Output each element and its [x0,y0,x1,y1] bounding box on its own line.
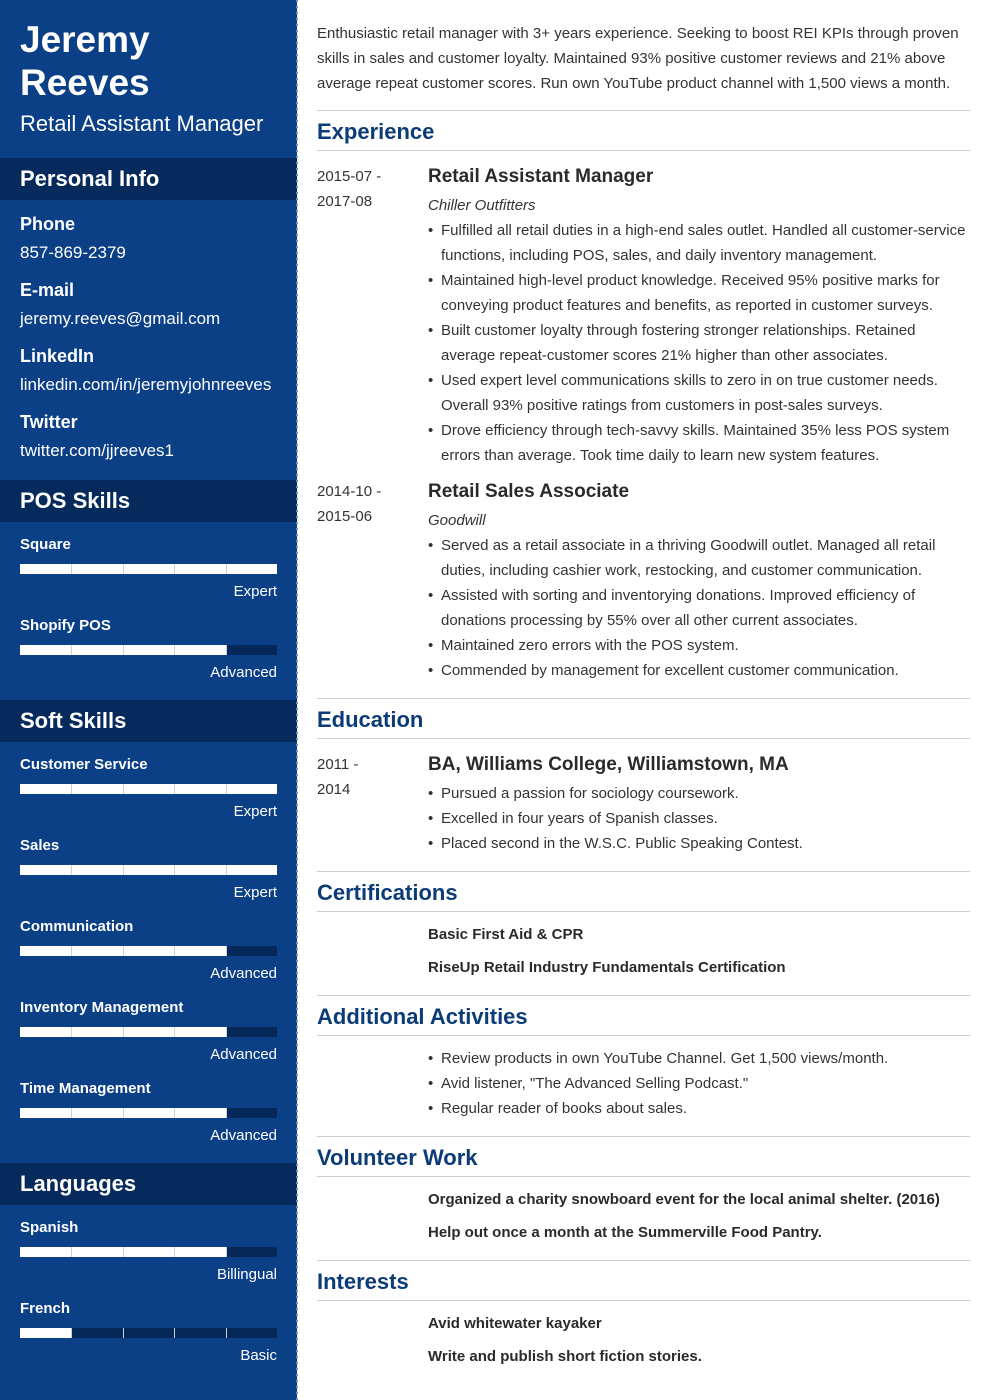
skill-bar [20,946,277,956]
twitter-value[interactable]: twitter.com/jjreeves1 [20,441,174,460]
company-name: Goodwill [428,512,486,529]
education-heading: Education [317,707,424,732]
bar-segment-divider [226,1108,227,1118]
language-level: Billingual [216,1266,277,1283]
bar-segment-divider [71,645,72,655]
phone-value[interactable]: 857-869-2379 [20,243,126,262]
soft-skills-heading: Soft Skills [0,700,297,742]
skill-name: Customer Service [20,756,148,773]
experience-heading: Experience [317,119,435,144]
bar-segment-divider [123,1328,124,1338]
job-title: Retail Sales Associate [428,481,630,502]
last-name: Reeves [20,62,150,103]
skill-bar-fill [20,865,277,875]
job-date-start: 2015-07 - [317,168,382,185]
interests-heading: Interests [317,1269,409,1294]
divider [317,871,970,872]
divider [317,911,970,912]
bar-segment-divider [226,564,227,574]
divider [317,150,970,151]
twitter-label: Twitter [20,412,78,432]
skill-level: Advanced [210,1046,277,1063]
bar-segment-divider [226,865,227,875]
list-item: • Maintained high-level product knowledge. Received 95% positive marks for conveying product features and benefits, as reported in customer surveys. [428,268,970,318]
skill-level: Expert [233,803,277,820]
skill-level: Advanced [210,965,277,982]
bar-segment-divider [71,946,72,956]
bar-segment-divider [123,645,124,655]
job-date [317,479,407,529]
divider [317,1260,970,1261]
skill-name: Sales [20,837,60,854]
email-value[interactable]: jeremy.reeves@gmail.com [20,309,221,328]
job-bullets [428,218,970,468]
language-bar [20,1328,277,1338]
degree-title: BA, Williams College, Williamstown, MA [428,754,789,775]
list-item: • Fulfilled all retail duties in a high-end sales outlet. Handled all customer-service functions, including POS, sales, and daily inventory management. [428,218,970,268]
volunteer-heading: Volunteer Work [317,1145,478,1170]
list-item: • Drove efficiency through tech-savvy skills. Maintained 35% less POS system errors than average. Took time daily to learn new system features. [428,418,970,468]
skill-name: Shopify POS [20,617,111,634]
activities-heading: Additional Activities [317,1004,528,1029]
language-name: Spanish [20,1219,79,1236]
job-date [317,164,407,214]
list-item: • Placed second in the W.S.C. Public Speaking Contest. [428,831,970,856]
pos-skills-heading: POS Skills [0,480,297,522]
bar-segment-divider [226,946,227,956]
bar-segment-divider [174,1108,175,1118]
list-item: • Served as a retail associate in a thriving Goodwill outlet. Managed all retail duties, including cashier work, restocking, and customer communication. [428,533,970,583]
language-level: Basic [240,1347,277,1364]
phone-label: Phone [20,214,76,234]
bar-segment-divider [123,1247,124,1257]
skill-level: Advanced [210,664,277,681]
job-title: Retail Assistant Manager [428,166,654,187]
bar-segment-divider [174,865,175,875]
bar-segment-divider [123,1027,124,1037]
skill-bar-fill [20,784,277,794]
language-bar-fill [20,1328,71,1338]
bar-segment-divider [226,1027,227,1037]
certification-item: RiseUp Retail Industry Fundamentals Certification [428,959,786,976]
skill-name: Time Management [20,1080,151,1097]
education-date-end: 2014 [317,781,351,798]
bar-segment-divider [174,645,175,655]
certification-item: Basic First Aid & CPR [428,926,584,943]
skill-level: Expert [233,583,277,600]
volunteer-item: Organized a charity snowboard event for the local animal shelter. (2016) [428,1191,940,1208]
skill-bar [20,1108,277,1118]
activities-bullets [428,1046,970,1121]
bar-segment-divider [226,645,227,655]
skill-level: Advanced [210,1127,277,1144]
job-date-end: 2015-06 [317,508,373,525]
first-name: Jeremy [20,19,150,60]
education-date-start: 2011 - [317,756,359,773]
bar-segment-divider [123,1108,124,1118]
skill-bar [20,865,277,875]
language-name: French [20,1300,71,1317]
volunteer-item: Help out once a month at the Summerville Food Pantry. [428,1224,822,1241]
linkedin-value[interactable]: linkedin.com/in/jeremyjohnreeves [20,375,272,394]
skill-name: Communication [20,918,134,935]
certifications-heading: Certifications [317,880,458,905]
bar-segment-divider [174,1328,175,1338]
sidebar [0,0,297,1400]
skill-name: Inventory Management [20,999,184,1016]
bar-segment-divider [226,1247,227,1257]
language-bar [20,1247,277,1257]
email-label: E-mail [20,280,75,300]
interest-item: Write and publish short fiction stories. [428,1348,702,1365]
skill-bar [20,1027,277,1037]
list-item: • Built customer loyalty through fostering stronger relationships. Retained average repeat-customer scores 21% higher than other associates. [428,318,970,368]
job-date-start: 2014-10 - [317,483,382,500]
list-item: • Pursued a passion for sociology coursework. [428,781,970,806]
skill-name: Square [20,536,71,553]
skill-bar [20,564,277,574]
divider [317,1136,970,1137]
divider [317,1176,970,1177]
bar-segment-divider [123,784,124,794]
education-date [317,752,407,802]
bar-segment-divider [226,784,227,794]
skill-level: Expert [233,884,277,901]
bar-segment-divider [71,784,72,794]
divider [317,1300,970,1301]
divider [317,738,970,739]
divider [317,698,970,699]
bar-segment-divider [71,564,72,574]
education-bullets [428,781,970,856]
list-item: • Review products in own YouTube Channel. Get 1,500 views/month. [428,1046,970,1071]
bar-segment-divider [174,564,175,574]
bar-segment-divider [174,1027,175,1037]
job-date-end: 2017-08 [317,193,373,210]
company-name: Chiller Outfitters [428,197,536,214]
languages-heading: Languages [0,1163,297,1205]
bar-segment-divider [123,564,124,574]
bar-segment-divider [71,1328,72,1338]
skill-bar [20,645,277,655]
list-item: • Used expert level communications skills to zero in on true customer needs. Overall 93% positive ratings from customers in post-sales surveys. [428,368,970,418]
skill-bar [20,784,277,794]
list-item: • Regular reader of books about sales. [428,1096,970,1121]
candidate-role: Retail Assistant Manager [20,111,264,136]
list-item: • Maintained zero errors with the POS system. [428,633,970,658]
list-item: • Avid listener, "The Advanced Selling Podcast." [428,1071,970,1096]
bar-segment-divider [71,1027,72,1037]
personal-info-heading: Personal Info [0,158,297,200]
job-bullets [428,533,970,683]
bar-segment-divider [71,1247,72,1257]
bar-segment-divider [174,946,175,956]
bar-segment-divider [123,865,124,875]
divider [317,110,970,111]
divider [317,1035,970,1036]
candidate-name [20,18,290,104]
list-item: • Assisted with sorting and inventorying donations. Improved efficiency of donations processing by 55% over all other current associates. [428,583,970,633]
bar-segment-divider [226,1328,227,1338]
bar-segment-divider [174,784,175,794]
divider [317,995,970,996]
summary: Enthusiastic retail manager with 3+ years experience. Seeking to boost REI KPIs through proven skills in sales and customer loyalty. Maintained 93% positive customer reviews and 21% above average repeat customer scores. Run own YouTube product channel with 1,500 views a month. [317,25,959,92]
linkedin-label: LinkedIn [20,346,95,366]
bar-segment-divider [123,946,124,956]
skill-bar-fill [20,564,277,574]
bar-segment-divider [71,1108,72,1118]
bar-segment-divider [174,1247,175,1257]
list-item: • Commended by management for excellent customer communication. [428,658,970,683]
interest-item: Avid whitewater kayaker [428,1315,602,1332]
bar-segment-divider [71,865,72,875]
list-item: • Excelled in four years of Spanish classes. [428,806,970,831]
